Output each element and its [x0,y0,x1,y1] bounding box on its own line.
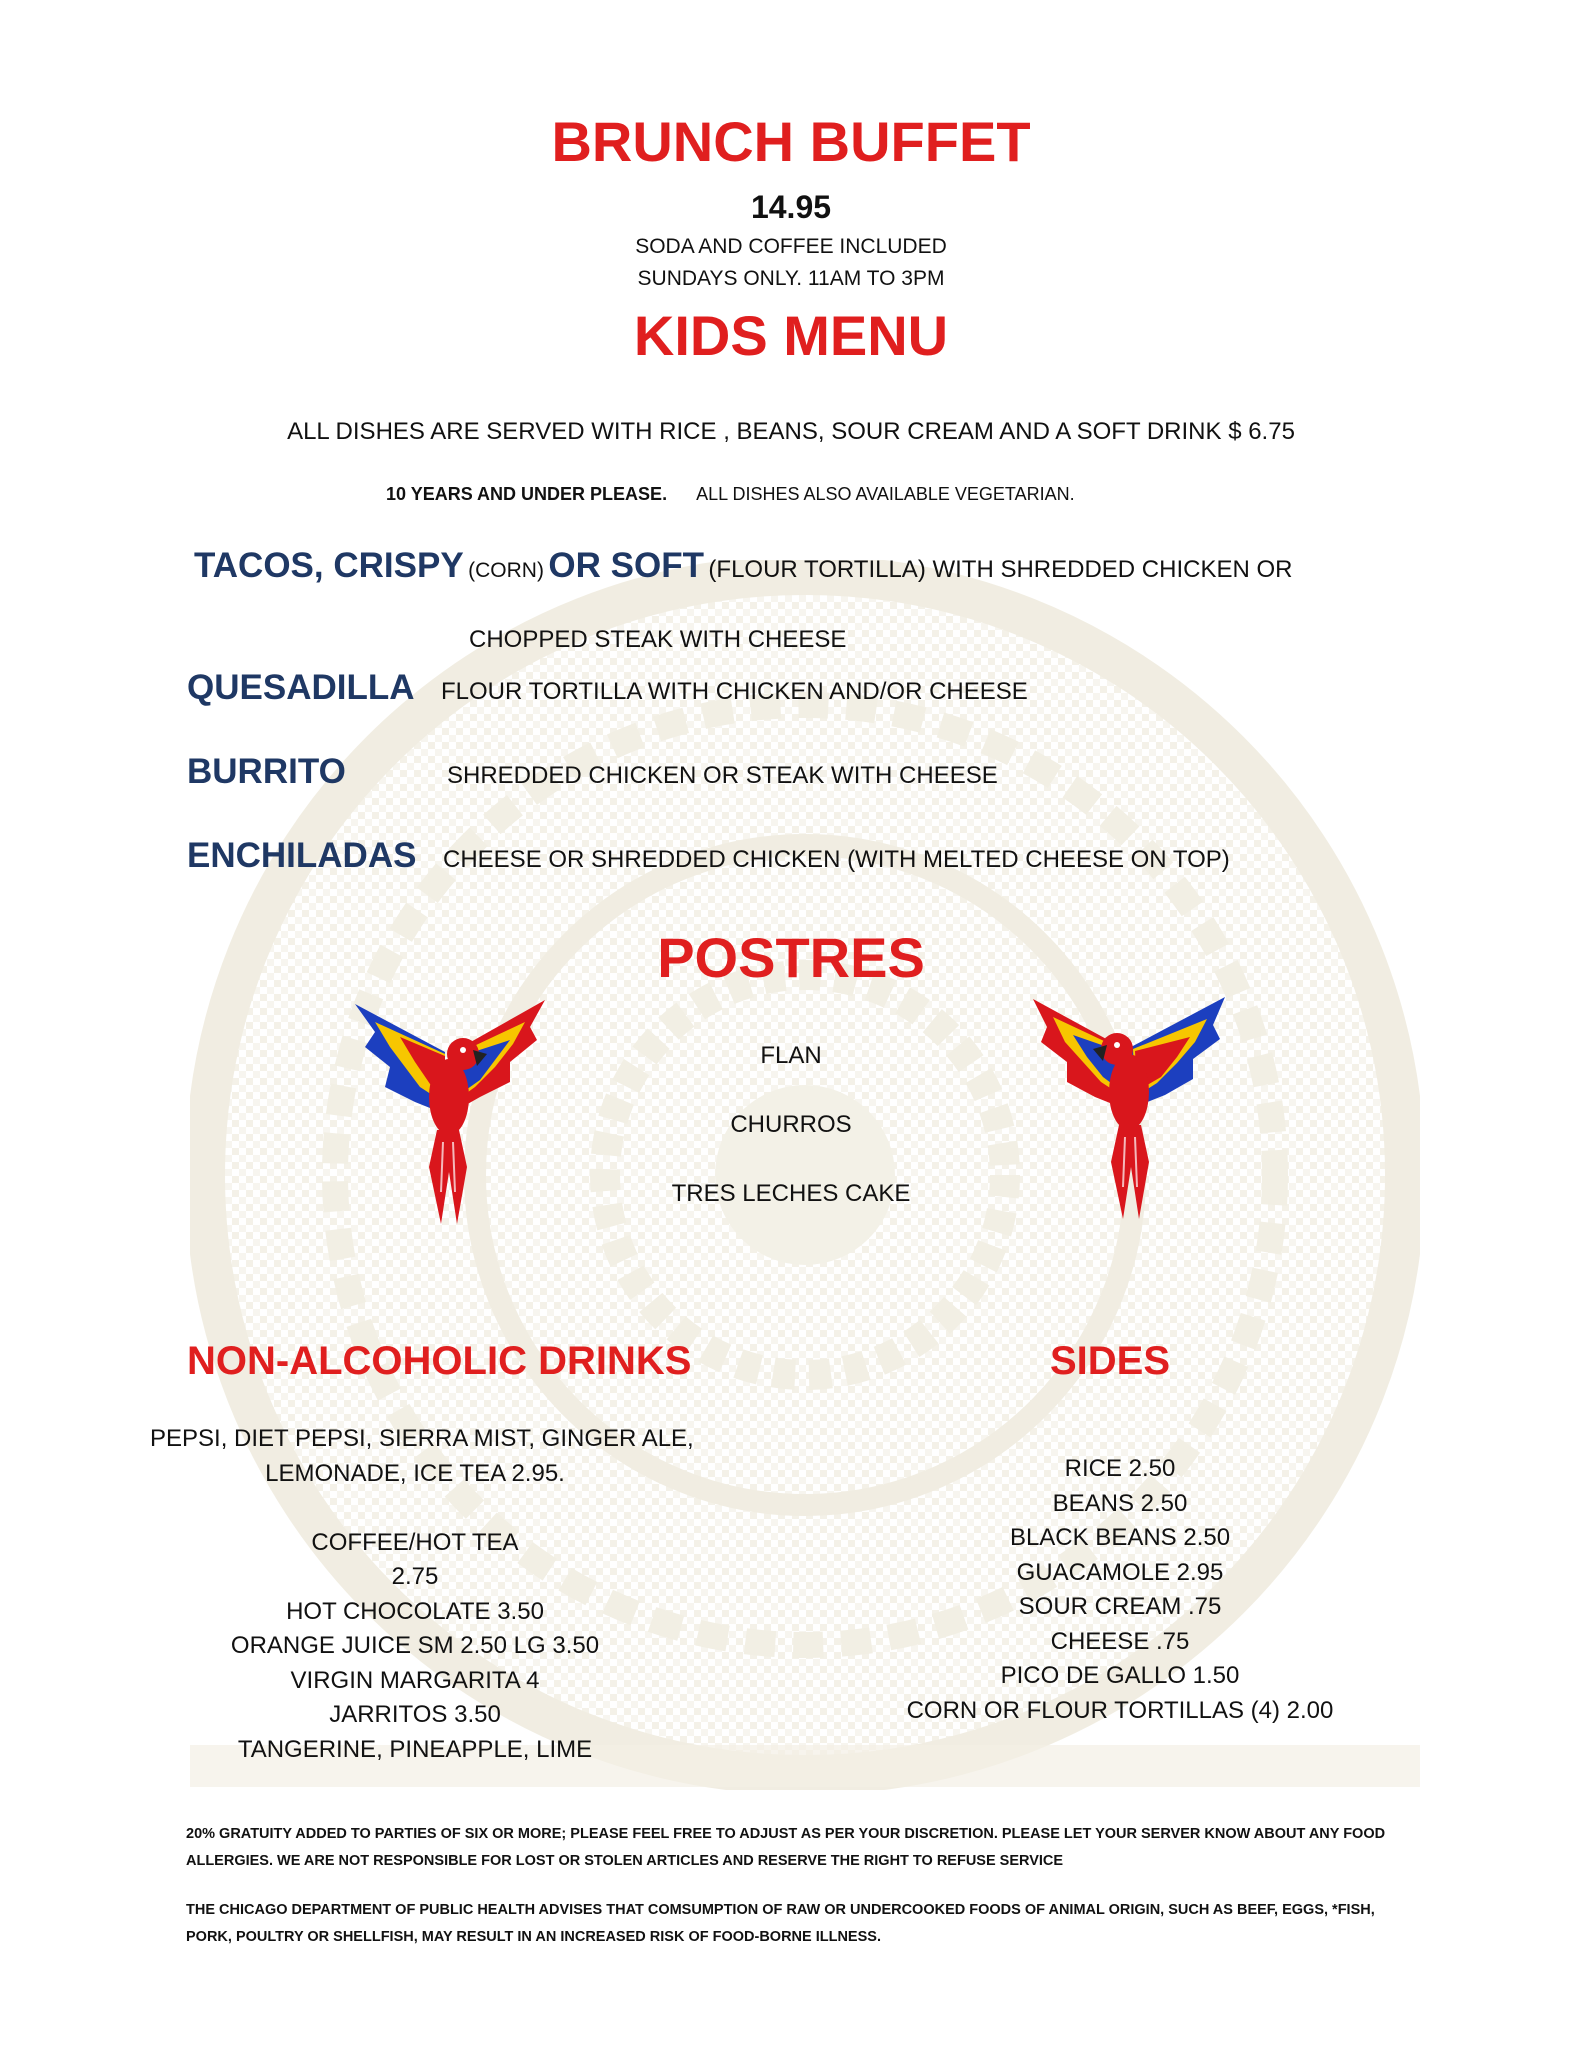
sides-line: CORN OR FLOUR TORTILLAS (4) 2.00 [906,1696,1334,1724]
enchiladas-name: ENCHILADAS [187,836,417,875]
drinks-line: COFFEE/HOT TEA [311,1528,519,1556]
parrot-right-icon [1025,987,1235,1219]
kids-veg-note: ALL DISHES ALSO AVAILABLE VEGETARIAN. [696,484,1075,504]
brunch-note-included: SODA AND COFFEE INCLUDED [635,235,947,258]
sides-line: RICE 2.50 [1064,1455,1176,1482]
postre-flan: FLAN [760,1042,822,1069]
brunch-price: 14.95 [750,189,832,225]
drinks-list [150,1422,694,1767]
drinks-line: LEMONADE, ICE TEA 2.95. [265,1459,565,1487]
postre-churros: CHURROS [730,1111,852,1138]
drinks-line: TANGERINE, PINEAPPLE, LIME [237,1735,593,1763]
tacos-desc-cont: CHOPPED STEAK WITH CHEESE [469,626,847,653]
quesadilla-desc: FLOUR TORTILLA WITH CHICKEN AND/OR CHEESE [441,678,1028,705]
kids-served-with: ALL DISHES ARE SERVED WITH RICE , BEANS, SOUR CREAM AND A SOFT DRINK $ 6.75 [287,418,1295,445]
kids-notes [386,484,1075,505]
sides-line: PICO DE GALLO 1.50 [1000,1662,1240,1689]
health-advisory: THE CHICAGO DEPARTMENT OF PUBLIC HEALTH ADVISES THAT COMSUMPTION OF RAW OR UNDERCOOKED FOODS OF ANIMAL ORIGIN, SUCH AS BEEF, EGGS, *FISH, PORK, POULTRY OR SHELLFISH, MAY RESULT IN AN INCREASED RISK OF FOOD-BORNE ILLNESS. [186,1902,1375,1945]
drinks-line: JARRITOS 3.50 [329,1701,501,1728]
brunch-note-hours: SUNDAYS ONLY. 11AM TO 3PM [637,267,945,290]
drinks-line: HOT CHOCOLATE 3.50 [286,1597,544,1625]
brunch-title: BRUNCH BUFFET [551,110,1031,173]
kids-age-note: 10 YEARS AND UNDER PLEASE. [386,484,668,504]
parrot-left-icon [345,992,555,1224]
drinks-line: VIRGIN MARGARITA 4 [290,1666,540,1694]
sides-line: BEANS 2.50 [1052,1489,1188,1517]
tacos-name-soft: OR SOFT [548,546,704,585]
tacos-corn-note: (CORN) [468,559,544,582]
drinks-line: 2.75 [391,1563,439,1590]
drinks-line: PEPSI, DIET PEPSI, SIERRA MIST, GINGER ALE, [150,1425,694,1452]
drinks-title: NON-ALCOHOLIC DRINKS [187,1339,692,1383]
tacos-row [194,545,1292,594]
tacos-desc: (FLOUR TORTILLA) WITH SHREDDED CHICKEN OR [708,556,1293,583]
sides-line: SOUR CREAM .75 [1018,1593,1222,1620]
sides-title: SIDES [1050,1339,1171,1383]
enchiladas-desc: CHEESE OR SHREDDED CHICKEN (WITH MELTED CHEESE ON TOP) [443,846,1230,873]
kids-menu-title: KIDS MENU [633,304,949,367]
sides-line: CHEESE .75 [1050,1627,1190,1655]
quesadilla-name: QUESADILLA [187,668,415,707]
postre-tres-leches: TRES LECHES CAKE [671,1180,911,1207]
drinks-line: ORANGE JUICE SM 2.50 LG 3.50 [230,1632,600,1659]
burrito-name: BURRITO [187,752,346,791]
sides-list [870,1452,1370,1728]
drinks-line [150,1491,680,1526]
sides-line: GUACAMOLE 2.95 [1016,1558,1224,1586]
tacos-name-crispy: TACOS, CRISPY [194,546,464,585]
burrito-desc: SHREDDED CHICKEN OR STEAK WITH CHEESE [447,762,998,789]
sides-line: BLACK BEANS 2.50 [1009,1524,1231,1551]
gratuity-notice: 20% GRATUITY ADDED TO PARTIES OF SIX OR MORE; PLEASE FEEL FREE TO ADJUST AS PER YOUR DISCRETION. PLEASE LET YOUR SERVER KNOW ABOUT ANY FOOD ALLERGIES. WE ARE NOT RESPONSIBLE FOR LOST OR STOLEN ARTICLES AND RESERVE THE RIGHT TO REFUSE SERVICE [186,1826,1386,1869]
postres-title: POSTRES [657,926,925,989]
